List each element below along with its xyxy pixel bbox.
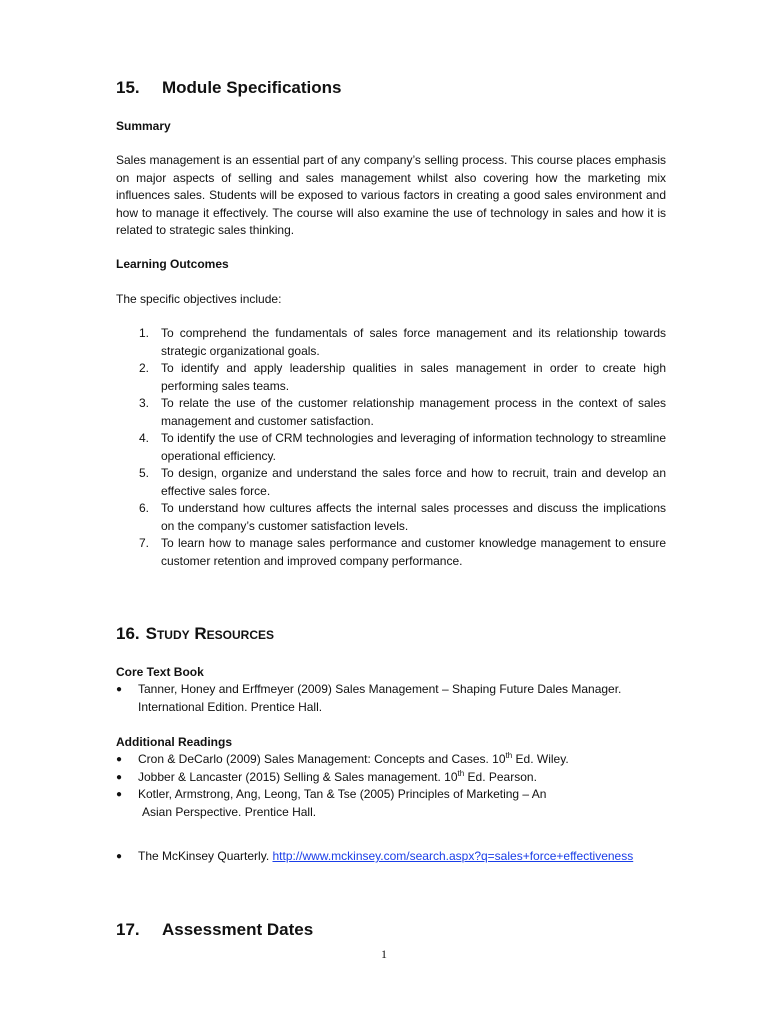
core-text-item: Tanner, Honey and Erffmeyer (2009) Sales Management – Shaping Future Dales Manager. International Edition. Prentice Hall.	[138, 682, 622, 714]
superscript: th	[505, 751, 513, 760]
section-17-heading	[116, 919, 313, 941]
objective-number: 1.	[138, 326, 149, 340]
objectives-list	[116, 325, 666, 570]
summary-text: Sales management is an essential part of any company’s selling process. This course places emphasis on major aspects of selling and sales management whilst also covering how the marketing mix influences sales. Students will be exposed to various factors in creating a good sales environment and how to manage it effectively. The course will also examine the use of technology in sales and how it is related to strategic sales thinking.	[116, 153, 666, 237]
section-16-number: 16.	[116, 624, 140, 643]
objective-item	[116, 325, 666, 360]
mckinsey-list	[116, 848, 676, 866]
objective-item	[116, 430, 666, 465]
section-15-title: Module Specifications	[162, 78, 342, 97]
bullet-icon: ●	[116, 771, 123, 783]
objective-text: To identify and apply leadership qualities in sales management in order to create high performing sales teams.	[161, 361, 666, 393]
page-number: 1	[381, 947, 387, 961]
list-item	[116, 751, 666, 769]
reading-text: Ed. Pearson.	[464, 769, 537, 784]
section-17-number: 17.	[116, 920, 140, 939]
reading-text: Kotler, Armstrong, Ang, Leong, Tan & Tse (2005) Principles of Marketing – An	[138, 787, 547, 801]
bullet-icon: ●	[116, 851, 123, 862]
section-15-number: 15.	[116, 78, 140, 97]
reading-item	[138, 769, 666, 787]
reading-text: Asian Perspective. Prentice Hall.	[142, 804, 317, 819]
mckinsey-item	[138, 848, 676, 866]
core-text-book-label: Core Text Book	[116, 665, 204, 679]
section-15-heading	[116, 77, 341, 99]
reading-text: Ed. Wiley.	[512, 752, 569, 766]
list-item	[116, 681, 666, 716]
objective-number: 7.	[138, 536, 149, 550]
list-item	[116, 848, 676, 866]
bullet-icon: ●	[116, 789, 123, 800]
objective-number: 2.	[138, 361, 149, 375]
objective-item	[116, 535, 666, 570]
learning-outcomes-label: Learning Outcomes	[116, 257, 229, 271]
objective-text: To comprehend the fundamentals of sales force management and its relationship towards strategic organizational goals.	[161, 326, 666, 358]
summary-label: Summary	[116, 119, 171, 133]
mckinsey-link[interactable]: http://www.mckinsey.com/search.aspx?q=sales+force+effectiveness	[272, 849, 634, 863]
objective-number: 6.	[138, 501, 149, 515]
reading-text: Cron & DeCarlo (2009) Sales Management: Concepts and Cases. 10	[138, 752, 506, 766]
reading-text: Jobber & Lancaster (2015) Selling & Sales management. 10	[138, 769, 458, 784]
objective-item	[116, 465, 666, 500]
objective-item	[116, 395, 666, 430]
objective-text: To learn how to manage sales performance and customer knowledge management to ensure customer retention and improved company performance.	[161, 536, 666, 568]
reading-item	[138, 786, 666, 821]
list-item	[116, 786, 666, 821]
bullet-icon: ●	[116, 684, 123, 695]
objective-item	[116, 500, 666, 535]
mckinsey-text: The McKinsey Quarterly.	[138, 849, 273, 863]
objective-text: To design, organize and understand the sales force and how to recruit, train and develop an effective sales force.	[161, 466, 666, 498]
core-text-list	[116, 681, 666, 716]
outcomes-intro: The specific objectives include:	[116, 292, 282, 306]
section-16-title: Study Resources	[145, 624, 274, 643]
objective-number: 4.	[138, 431, 149, 445]
objective-item	[116, 360, 666, 395]
superscript: th	[457, 768, 465, 778]
objective-number: 5.	[138, 466, 149, 480]
objective-text: To identify the use of CRM technologies and leveraging of information technology to streamline operational efficiency.	[161, 431, 666, 463]
objective-text: To relate the use of the customer relationship management process in the context of sales management and customer satisfaction.	[161, 396, 666, 428]
section-17-title: Assessment Dates	[162, 920, 314, 939]
bullet-icon: ●	[116, 754, 123, 765]
additional-readings-label: Additional Readings	[116, 735, 233, 749]
objective-number: 3.	[138, 396, 149, 410]
list-item	[116, 769, 666, 787]
reading-item	[138, 751, 666, 769]
additional-readings-list	[116, 751, 666, 821]
section-16-heading	[116, 623, 274, 645]
objective-text: To understand how cultures affects the internal sales processes and discuss the implications on the company’s customer satisfaction levels.	[161, 501, 666, 533]
